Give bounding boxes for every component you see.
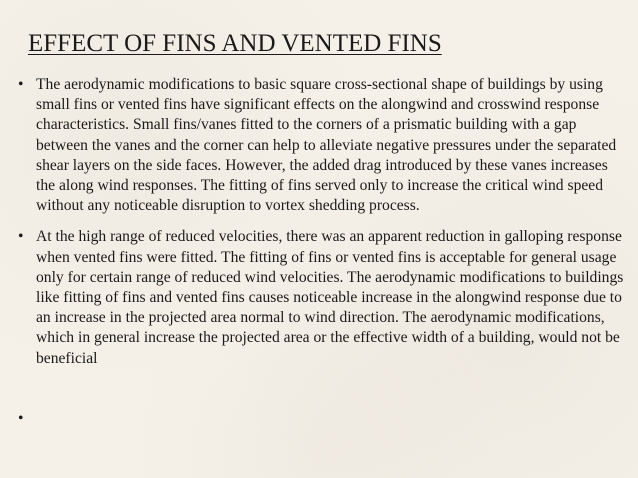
bullet-item-2 xyxy=(14,227,626,368)
bullet-marker: • xyxy=(18,410,24,427)
bullet-marker: • xyxy=(18,76,24,93)
slide-title: EFFECT OF FINS AND VENTED FINS xyxy=(28,30,442,57)
bullet-marker: • xyxy=(18,228,24,246)
bullet-item-1 xyxy=(14,75,626,216)
bullet-text: At the high range of reduced velocities, there was an apparent reduction in galloping response when vented fins were fitted. The fitting of fins or vented fins is acceptable for general usage only for certain range of reduced wind velocities. The aerodynamic modifications to buildings like fitting of fins and vented fins causes noticeable increase in the alongwind response due to an increase in the projected area normal to wind direction. The aerodynamic modifications, which in general increase the projected area or the effective width of a building, would not be beneficial xyxy=(36,228,624,367)
bullet-text: The aerodynamic modifications to basic square cross-sectional shape of buildings by using small fins or vented fins have significant effects on the alongwind and crosswind response characteristics. Small fins/vanes fitted to the corners of a prismatic building with a gap between the vanes and the corner can help to alleviate negative pressures under the separated shear layers on the side faces. However, the added drag introduced by these vanes increases the along wind responses. The fitting of fins served only to increase the critical wind speed without any noticeable disruption to vortex shedding process. xyxy=(36,76,617,215)
bullet-list xyxy=(14,75,626,427)
